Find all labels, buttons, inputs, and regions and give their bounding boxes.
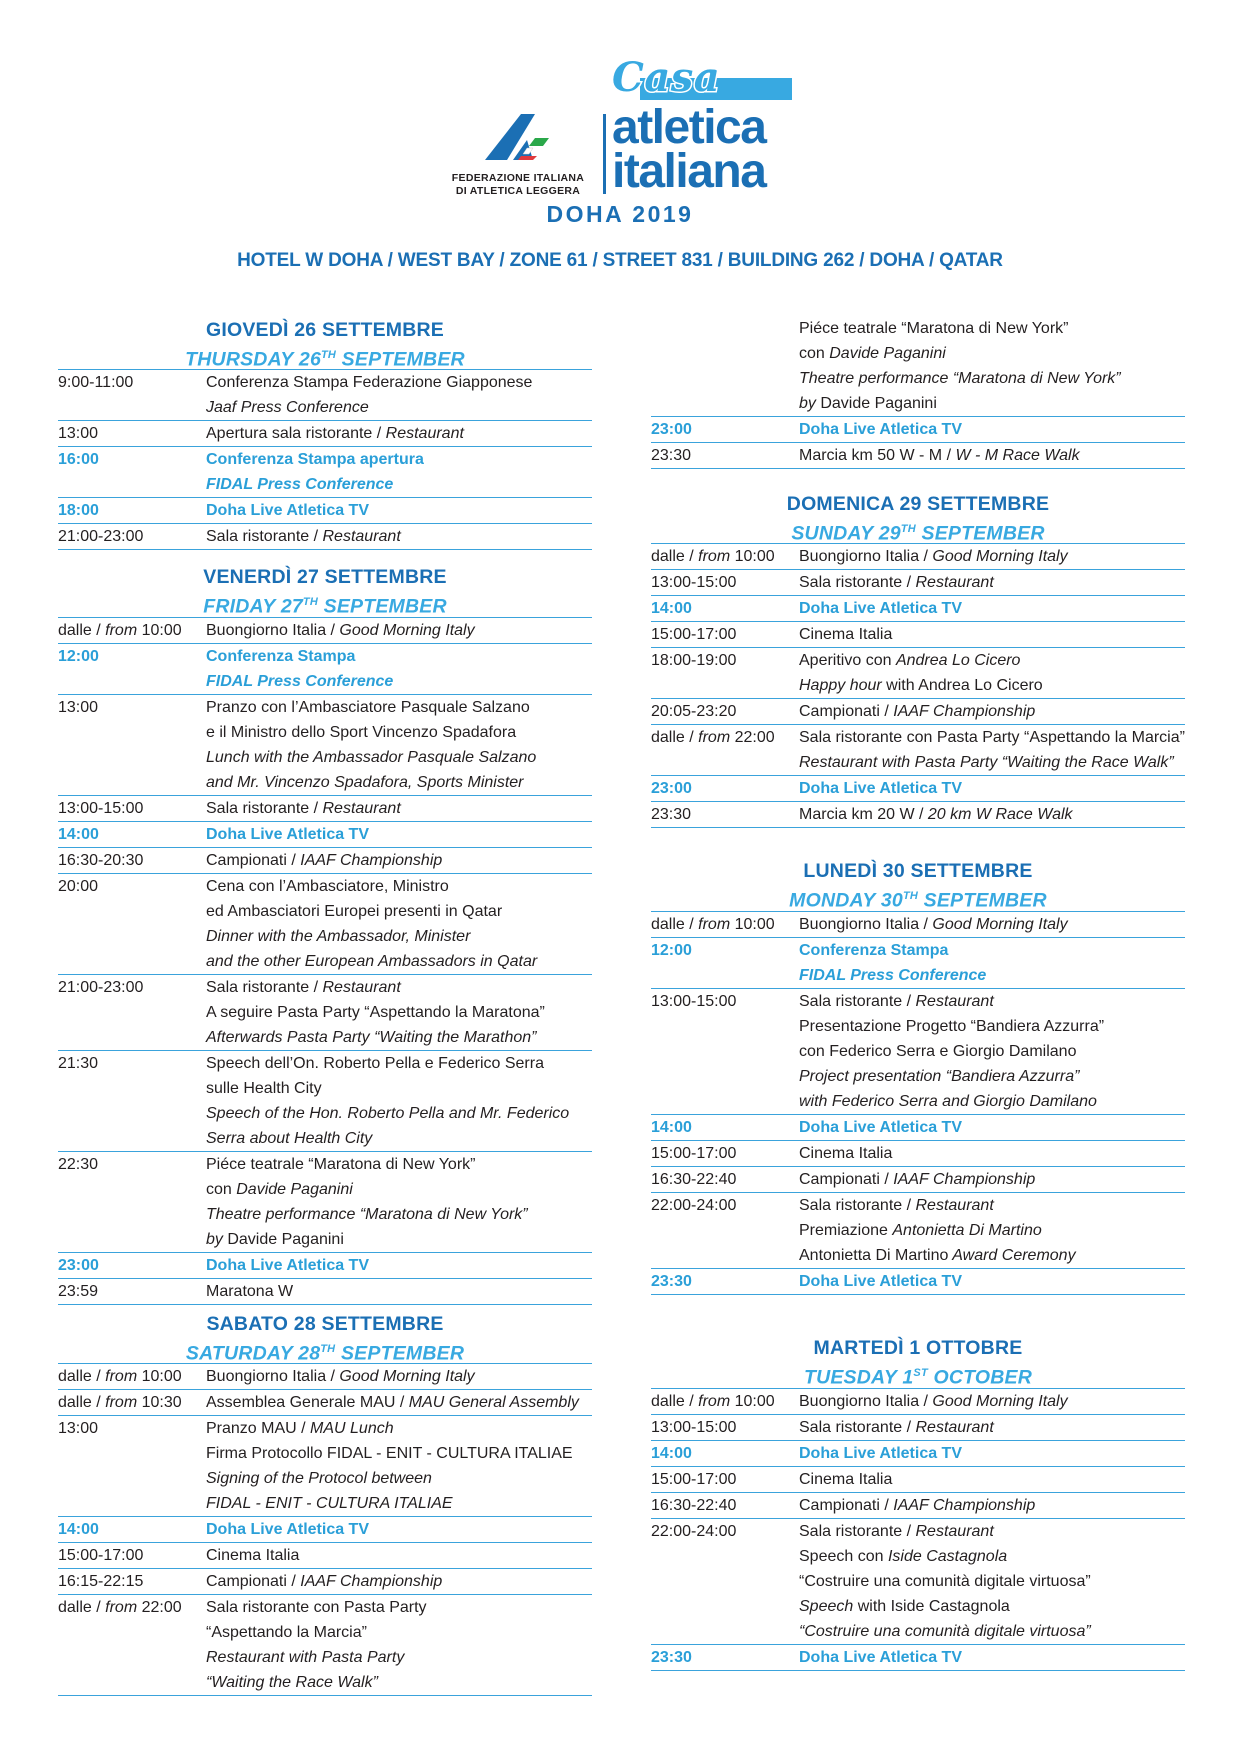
- event-time: 15:00-17:00: [651, 1145, 737, 1162]
- schedule-row: [651, 725, 1185, 776]
- schedule-saturday-continued: [651, 316, 1185, 469]
- event-time: 23:59: [58, 1283, 99, 1300]
- schedule-row: [58, 370, 592, 421]
- schedule-row-highlight: [651, 1269, 1185, 1295]
- event-description: Sala ristorante / Restaurant Premiazione Antonietta Di Martino Antonietta Di Martino Award Ceremony: [799, 1197, 1076, 1264]
- event-time: 15:00-17:00: [651, 626, 737, 643]
- event-time: 16:00: [58, 451, 99, 468]
- event-time: 22:30: [58, 1156, 99, 1173]
- event-description: Sala ristorante / Restaurant A seguire Pasta Party “Aspettando la Maratona” Afterwards Pasta Party “Waiting the Marathon”: [206, 979, 545, 1046]
- event-description: Doha Live Atletica TV: [799, 780, 962, 797]
- event-time: 14:00: [651, 1445, 692, 1462]
- event-description: Assemblea Generale MAU / MAU General Assembly: [206, 1394, 579, 1411]
- event-time: dalle / from 10:00: [651, 548, 775, 565]
- schedule-row: [651, 1141, 1185, 1167]
- day-title-it: GIOVEDÌ 26 SETTEMBRE: [205, 319, 445, 341]
- schedule-row: [651, 1167, 1185, 1193]
- event-description: Piéce teatrale “Maratona di New York” con Davide Paganini Theatre performance “Maratona di New York” by Davide Paganini: [799, 320, 1121, 412]
- day-title-en: FRIDAY 27TH SEPTEMBER: [203, 595, 447, 618]
- event-description: Doha Live Atletica TV: [206, 826, 369, 843]
- event-description: Doha Live Atletica TV: [799, 1119, 962, 1136]
- event-description: Buongiorno Italia / Good Morning Italy: [799, 916, 1068, 933]
- schedule-row: [58, 796, 592, 822]
- event-description: Buongiorno Italia / Good Morning Italy: [206, 622, 475, 639]
- event-time: 13:00-15:00: [651, 993, 737, 1010]
- schedule-row: [651, 802, 1185, 828]
- schedule-row-highlight: [58, 447, 592, 498]
- schedule-row: [58, 1051, 592, 1152]
- schedule-row: [651, 443, 1185, 469]
- day-title-en: SUNDAY 29TH SEPTEMBER: [791, 522, 1045, 545]
- event-description: Sala ristorante con Pasta Party “Aspettando la Marcia” Restaurant with Pasta Party “Waiting the Race Walk”: [799, 729, 1185, 771]
- day-title-it: LUNEDÌ 30 SETTEMBRE: [803, 860, 1033, 882]
- event-time: 9:00-11:00: [58, 374, 134, 391]
- event-description: Cena con l’Ambasciatore, Ministro ed Ambasciatori Europei presenti in Qatar Dinner with the Ambassador, Minister and the other European Ambassadors in Qatar: [206, 878, 538, 970]
- schedule-row: [58, 1364, 592, 1390]
- event-time: 20:05-23:20: [651, 703, 737, 720]
- event-time: 23:00: [58, 1257, 99, 1274]
- schedule-thursday: [58, 369, 592, 550]
- event-description: Doha Live Atletica TV: [206, 1257, 369, 1274]
- brand-line-2: italiana: [612, 145, 766, 198]
- event-description: Doha Live Atletica TV: [799, 1649, 962, 1666]
- event-time: 16:30-22:40: [651, 1171, 737, 1188]
- event-time: 23:30: [651, 1273, 692, 1290]
- event-description: Doha Live Atletica TV: [799, 1445, 962, 1462]
- event-time: 23:30: [651, 806, 692, 823]
- event-description: Sala ristorante / Restaurant: [206, 528, 401, 545]
- event-description: Campionati / IAAF Championship: [206, 1573, 443, 1590]
- schedule-row: [651, 1519, 1185, 1645]
- schedule-row: [651, 544, 1185, 570]
- schedule-row: [651, 622, 1185, 648]
- schedule-row-highlight: [651, 1115, 1185, 1141]
- schedule-row: [58, 1279, 592, 1305]
- event-description: Campionati / IAAF Championship: [799, 1497, 1036, 1514]
- schedule-tuesday: [651, 1388, 1185, 1671]
- schedule-row-highlight: [651, 776, 1185, 802]
- schedule-row: [58, 848, 592, 874]
- schedule-row: [58, 618, 592, 644]
- schedule-row: [58, 1595, 592, 1696]
- event-time: [651, 316, 799, 416]
- event-description: Conferenza Stampa FIDAL Press Conference: [799, 942, 987, 984]
- schedule-row: [58, 1569, 592, 1595]
- day-title-en: MONDAY 30TH SEPTEMBER: [789, 889, 1047, 912]
- event-description: Marcia km 20 W / 20 km W Race Walk: [799, 806, 1073, 823]
- event-time: 13:00-15:00: [58, 800, 144, 817]
- day-heading-sunday: [651, 492, 1185, 547]
- day-title-en: SATURDAY 28TH SEPTEMBER: [185, 1342, 465, 1365]
- event-time: dalle / from 22:00: [651, 729, 775, 746]
- day-title-it: SABATO 28 SETTEMBRE: [206, 1313, 444, 1335]
- schedule-row-highlight: [651, 417, 1185, 443]
- event-time: 22:00-24:00: [651, 1197, 737, 1214]
- event-time: 23:00: [651, 780, 692, 797]
- brand-line-1: atletica: [612, 101, 766, 154]
- event-description: Pranzo con l’Ambasciatore Pasquale Salzano e il Ministro dello Sport Vincenzo Spadafora Lunch with the Ambassador Pasquale Salzano and Mr. Vincenzo Spadafora, Sports Minister: [206, 699, 537, 791]
- event-description: Buongiorno Italia / Good Morning Italy: [799, 1393, 1068, 1410]
- event-time: 22:00-24:00: [651, 1523, 737, 1540]
- schedule-row-highlight: [58, 822, 592, 848]
- event-description: Doha Live Atletica TV: [206, 1521, 369, 1538]
- event-time: 21:00-23:00: [58, 979, 144, 996]
- event-description: Campionati / IAAF Championship: [799, 703, 1036, 720]
- event-description: Cinema Italia: [799, 1471, 893, 1488]
- event-description: Buongiorno Italia / Good Morning Italy: [206, 1368, 475, 1385]
- event-time: dalle / from 10:00: [58, 1368, 182, 1385]
- schedule-saturday: [58, 1363, 592, 1696]
- schedule-row: [651, 1389, 1185, 1415]
- schedule-row: [651, 912, 1185, 938]
- schedule-row: [58, 975, 592, 1051]
- fidal-logo-icon: [485, 112, 549, 162]
- schedule-row-highlight: [651, 596, 1185, 622]
- event-time: 18:00: [58, 502, 99, 519]
- day-title-en: THURSDAY 26TH SEPTEMBER: [185, 348, 465, 371]
- event-description: Maratona W: [206, 1283, 294, 1300]
- schedule-row-highlight: [651, 938, 1185, 989]
- event-time: 20:00: [58, 878, 99, 895]
- schedule-row: [58, 1416, 592, 1517]
- event-time: 12:00: [651, 942, 692, 959]
- event-time: 13:00: [58, 1420, 99, 1437]
- day-heading-monday: [651, 859, 1185, 914]
- event-description: Cinema Italia: [799, 1145, 893, 1162]
- day-heading-thursday: [58, 318, 592, 373]
- event-description: Sala ristorante / Restaurant: [799, 1419, 994, 1436]
- event-description: Doha Live Atletica TV: [206, 502, 369, 519]
- event-time: 16:15-22:15: [58, 1573, 144, 1590]
- schedule-row: [651, 1193, 1185, 1269]
- schedule-row: [651, 316, 1185, 417]
- schedule-row: [651, 989, 1185, 1115]
- page-header: [0, 0, 1240, 290]
- event-time: 12:00: [58, 648, 99, 665]
- event-description: Buongiorno Italia / Good Morning Italy: [799, 548, 1068, 565]
- day-heading-friday: [58, 565, 592, 620]
- event-description: Apertura sala ristorante / Restaurant: [206, 425, 464, 442]
- event-description: Doha Live Atletica TV: [799, 421, 962, 438]
- event-description: Sala ristorante con Pasta Party “Aspettando la Marcia” Restaurant with Pasta Party “Waiting the Race Walk”: [206, 1599, 427, 1691]
- event-description: Campionati / IAAF Championship: [799, 1171, 1036, 1188]
- schedule-row: [58, 421, 592, 447]
- event-time: 13:00: [58, 425, 99, 442]
- event-description: Conferenza Stampa apertura FIDAL Press Conference: [206, 451, 424, 493]
- day-title-it: DOMENICA 29 SETTEMBRE: [786, 493, 1050, 515]
- event-time: 13:00-15:00: [651, 1419, 737, 1436]
- event-time: 21:00-23:00: [58, 528, 144, 545]
- event-time: 14:00: [58, 826, 99, 843]
- event-time: 16:30-20:30: [58, 852, 144, 869]
- event-time: 14:00: [651, 600, 692, 617]
- event-time: 23:00: [651, 421, 692, 438]
- event-description: Sala ristorante / Restaurant: [206, 800, 401, 817]
- schedule-row-highlight: [651, 1441, 1185, 1467]
- event-time: 16:30-22:40: [651, 1497, 737, 1514]
- event-time: 14:00: [58, 1521, 99, 1538]
- event-title: DOHA 2019: [546, 201, 694, 227]
- day-title-it: MARTEDÌ 1 OTTOBRE: [813, 1337, 1023, 1359]
- event-description: Conferenza Stampa Federazione Giapponese Jaaf Press Conference: [206, 374, 533, 416]
- schedule-row: [58, 524, 592, 550]
- event-time: 15:00-17:00: [651, 1471, 737, 1488]
- day-heading-saturday: [58, 1312, 592, 1367]
- schedule-row: [651, 1493, 1185, 1519]
- schedule-row-highlight: [651, 1645, 1185, 1671]
- event-time: 23:30: [651, 447, 692, 464]
- event-time: 13:00: [58, 699, 99, 716]
- event-time: dalle / from 10:00: [651, 1393, 775, 1410]
- event-time: dalle / from 10:00: [651, 916, 775, 933]
- schedule-row: [651, 699, 1185, 725]
- event-time: 14:00: [651, 1119, 692, 1136]
- schedule-friday: [58, 617, 592, 1305]
- day-heading-tuesday: [651, 1336, 1185, 1391]
- event-description: Campionati / IAAF Championship: [206, 852, 443, 869]
- schedule-row: [58, 1543, 592, 1569]
- event-time: dalle / from 22:00: [58, 1599, 182, 1616]
- schedule-row: [651, 648, 1185, 699]
- federation-name: FEDERAZIONE ITALIANA DI ATLETICA LEGGERA: [451, 172, 585, 197]
- event-time: 13:00-15:00: [651, 574, 737, 591]
- event-description: Doha Live Atletica TV: [799, 1273, 962, 1290]
- event-description: Cinema Italia: [206, 1547, 300, 1564]
- day-title-en: TUESDAY 1ST OCTOBER: [803, 1366, 1033, 1389]
- schedule-sunday: [651, 543, 1185, 828]
- event-description: Sala ristorante / Restaurant Presentazione Progetto “Bandiera Azzurra” con Federico Serra e Giorgio Damilano Project presentation “Bandiera Azzurra” with Federico Serra and Giorgio Damilano: [799, 993, 1105, 1110]
- schedule-row-highlight: [58, 644, 592, 695]
- schedule-row: [651, 570, 1185, 596]
- event-time: 21:30: [58, 1055, 99, 1072]
- event-time: 15:00-17:00: [58, 1547, 144, 1564]
- brand-casa: Casa: [612, 54, 721, 101]
- event-description: Speech dell’On. Roberto Pella e Federico Serra sulle Health City Speech of the Hon. Roberto Pella and Mr. Federico Serra about Health City: [206, 1055, 570, 1147]
- schedule-row: [651, 1415, 1185, 1441]
- event-description: Doha Live Atletica TV: [799, 600, 962, 617]
- event-description: Sala ristorante / Restaurant Speech con Iside Castagnola “Costruire una comunità digitale virtuosa” Speech with Iside Castagnola “Costruire una comunità digitale virtuosa”: [799, 1523, 1091, 1640]
- schedule-row: [58, 874, 592, 975]
- schedule-row-highlight: [58, 498, 592, 524]
- schedule-row: [58, 695, 592, 796]
- schedule-monday: [651, 911, 1185, 1295]
- event-description: Cinema Italia: [799, 626, 893, 643]
- event-description: Marcia km 50 W - M / W - M Race Walk: [799, 447, 1080, 464]
- event-time: 23:30: [651, 1649, 692, 1666]
- schedule-row-highlight: [58, 1253, 592, 1279]
- schedule-row-highlight: [58, 1517, 592, 1543]
- event-time: 18:00-19:00: [651, 652, 737, 669]
- event-description: Piéce teatrale “Maratona di New York” con Davide Paganini Theatre performance “Maratona di New York” by Davide Paganini: [206, 1156, 528, 1248]
- event-time: dalle / from 10:00: [58, 622, 182, 639]
- event-description: Sala ristorante / Restaurant: [799, 574, 994, 591]
- event-description: Aperitivo con Andrea Lo Cicero Happy hour with Andrea Lo Cicero: [799, 652, 1043, 694]
- schedule-row: [58, 1390, 592, 1416]
- event-description: Conferenza Stampa FIDAL Press Conference: [206, 648, 394, 690]
- logo-divider: [603, 114, 606, 194]
- event-time: dalle / from 10:30: [58, 1394, 182, 1411]
- venue-address: HOTEL W DOHA / WEST BAY / ZONE 61 / STREET 831 / BUILDING 262 / DOHA / QATAR: [237, 250, 1003, 271]
- event-description: Pranzo MAU / MAU Lunch Firma Protocollo FIDAL - ENIT - CULTURA ITALIAE Signing of the Protocol between FIDAL - ENIT - CULTURA ITALIAE: [206, 1420, 573, 1512]
- day-title-it: VENERDÌ 27 SETTEMBRE: [203, 566, 447, 588]
- schedule-row: [651, 1467, 1185, 1493]
- schedule-row: [58, 1152, 592, 1253]
